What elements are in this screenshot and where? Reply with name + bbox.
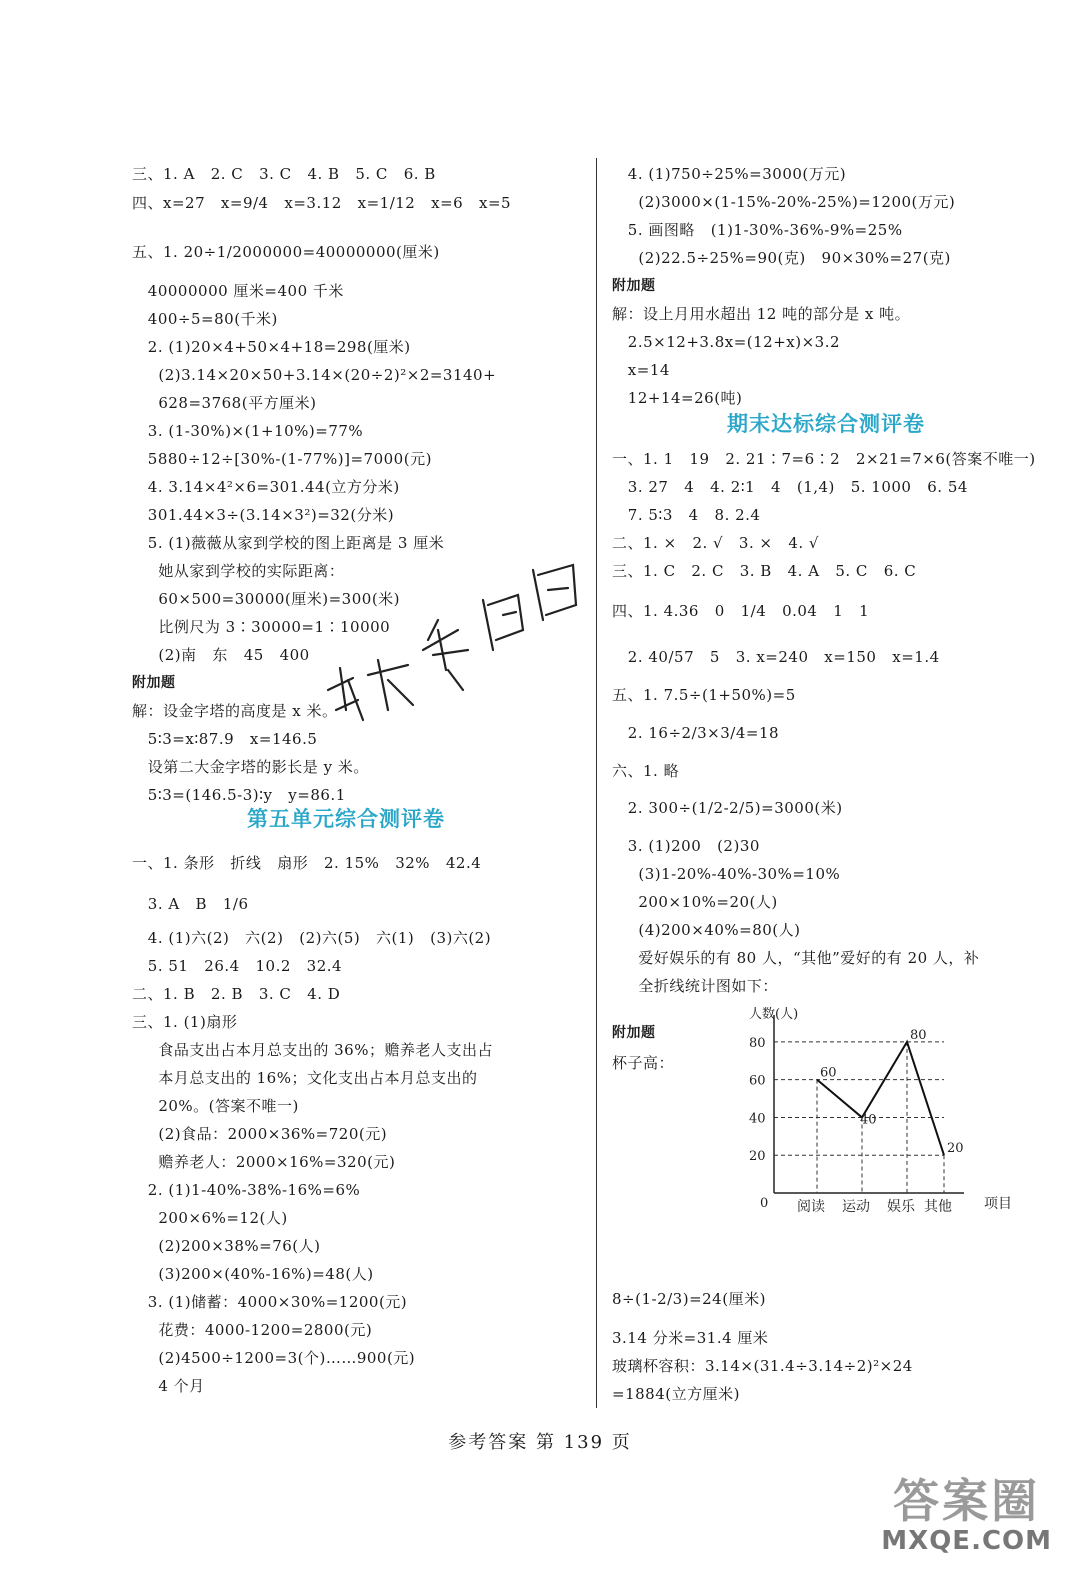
y-tick-label: 80 [749, 1035, 766, 1051]
x-tick-label: 阅读 [797, 1199, 825, 1215]
bonus-heading: 附加题 [612, 278, 656, 294]
answer-line: 二、1. B 2. B 3. C 4. D [132, 985, 341, 1003]
answer-line: 4. (1)六(2) 六(2) (2)六(5) 六(1) (3)六(2) [132, 929, 492, 947]
answer-line: 5∶3=x∶87.9 x=146.5 [132, 730, 318, 748]
answer-line: 5. (1)薇薇从家到学校的图上距离是 3 厘米 [132, 534, 445, 552]
site-watermark [881, 1476, 1052, 1556]
signature-svg [318, 560, 588, 730]
answer-line: 五、1. 7.5÷(1+50%)=5 [612, 686, 796, 704]
answer-line: 2. 300÷(1/2-2/5)=3000(米) [612, 799, 843, 817]
answer-line: 她从家到学校的实际距离： [132, 562, 345, 580]
x-tick-label: 其他 [924, 1199, 952, 1215]
answer-line: 赡养老人：2000×16%=320(元) [132, 1153, 396, 1171]
answer-line: 玻璃杯容积：3.14×(31.4÷3.14÷2)²×24 [612, 1357, 913, 1375]
line-chart [722, 1003, 1022, 1222]
answer-line: x=14 [612, 361, 670, 379]
data-label: 40 [860, 1112, 877, 1128]
answer-line: 5. 51 26.4 10.2 32.4 [132, 957, 343, 975]
answer-line: 比例尺为 3∶30000=1∶10000 [132, 618, 391, 636]
answer-line: (2)南 东 45 400 [132, 646, 310, 664]
answer-line: 3. (1)储蓄：4000×30%=1200(元) [132, 1293, 408, 1311]
answer-line: 5. 画图略 (1)1-30%-36%-9%=25% [612, 221, 903, 239]
answer-line: 40000000 厘米=400 千米 [132, 282, 344, 300]
answer-line: 爱好娱乐的有 80 人，“其他”爱好的有 20 人，补 [612, 949, 980, 967]
answer-line: 4 个月 [132, 1377, 205, 1395]
answer-line: 5880÷12÷[30%-(1-77%)]=7000(元) [132, 450, 432, 468]
answer-line: (4)200×40%=80(人) [612, 921, 801, 939]
answer-line: 2.5×12+3.8x=(12+x)×3.2 [612, 333, 841, 351]
answer-line: 4. (1)750÷25%=3000(万元) [612, 165, 847, 183]
answer-line: 六、1. 略 [612, 762, 680, 780]
section-title: 第五单元综合测评卷 [247, 807, 445, 831]
y-tick-label: 0 [760, 1196, 769, 1211]
answer-line: =1884(立方厘米) [612, 1385, 740, 1403]
answer-line: 12+14=26(吨) [612, 389, 743, 407]
answer-line: (3)1-20%-40%-30%=10% [612, 865, 841, 883]
answer-line: 全折线统计图如下： [612, 977, 778, 995]
answer-line: 设第二大金字塔的影长是 y 米。 [132, 758, 369, 776]
answer-line: (2)食品：2000×36%=720(元) [132, 1125, 388, 1143]
answer-line: 3. (1)200 (2)30 [612, 837, 760, 855]
data-label: 80 [910, 1027, 927, 1043]
answer-line: (2)3000×(1-15%-20%-25%)=1200(万元) [612, 193, 956, 211]
answer-line: 301.44×3÷(3.14×3²)=32(分米) [132, 506, 395, 524]
answer-line: 一、1. 1 19 2. 21∶7=6∶2 2×21=7×6(答案不唯一) [612, 450, 1036, 468]
answer-line: 花费：4000-1200=2800(元) [132, 1321, 373, 1339]
handwritten-signature [318, 560, 588, 734]
y-tick-label: 60 [749, 1073, 766, 1089]
x-tick-label: 娱乐 [887, 1199, 915, 1215]
answer-line: 二、1. × 2. √ 3. × 4. √ [612, 534, 819, 552]
answer-line: 8÷(1-2/3)=24(厘米) [612, 1290, 766, 1308]
answer-line: 2. (1)1-40%-38%-16%=6% [132, 1181, 361, 1199]
watermark-logo: 答案圈 [893, 1474, 1041, 1528]
line-chart-svg [722, 1003, 1022, 1218]
data-label: 60 [820, 1065, 837, 1081]
answer-line: 本月总支出的 16%；文化支出占本月总支出的 [132, 1069, 478, 1087]
answer-line: 三、1. (1)扇形 [132, 1013, 238, 1031]
bonus-heading: 附加题 [612, 1025, 656, 1041]
answer-line: 20%。(答案不唯一) [132, 1097, 299, 1115]
answer-line: 三、1. A 2. C 3. C 4. B 5. C 6. B [132, 165, 436, 183]
answer-line: (2)3.14×20×50+3.14×(20÷2)²×2=3140+ [132, 366, 497, 384]
section-title: 期末达标综合测评卷 [727, 412, 925, 436]
x-tick-label: 运动 [842, 1199, 870, 1215]
answer-line: 60×500=30000(厘米)=300(米) [132, 590, 401, 608]
watermark-url: MXQE.COM [881, 1526, 1052, 1556]
answer-line: 200×10%=20(人) [612, 893, 778, 911]
answer-line: 2. 40/57 5 3. x=240 x=150 x=1.4 [612, 648, 940, 666]
answer-line: 4. 3.14×4²×6=301.44(立方分米) [132, 478, 400, 496]
answer-line: (2)4500÷1200=3(个)……900(元) [132, 1349, 416, 1367]
answer-line: 五、1. 20÷1/2000000=40000000(厘米) [132, 243, 440, 261]
answer-line: (3)200×(40%-16%)=48(人) [132, 1265, 374, 1283]
answer-line: 四、x=27 x=9/4 x=3.12 x=1/12 x=6 x=5 [132, 194, 512, 212]
y-tick-label: 40 [749, 1111, 766, 1127]
answer-line: 解：设金字塔的高度是 x 米。 [132, 702, 338, 720]
y-tick-label: 20 [749, 1149, 766, 1165]
data-label: 20 [947, 1141, 964, 1157]
answer-line: (2)22.5÷25%=90(克) 90×30%=27(克) [612, 249, 951, 267]
answer-line: 400÷5=80(千米) [132, 310, 278, 328]
answer-line: 3. 27 4 4. 2∶1 4 (1,4) 5. 1000 6. 54 [612, 478, 968, 496]
answer-line: 2. 16÷2/3×3/4=18 [612, 724, 780, 742]
bonus-heading: 附加题 [132, 675, 176, 691]
answer-line: 7. 5∶3 4 8. 2.4 [612, 506, 761, 524]
answer-line: 2. (1)20×4+50×4+18=298(厘米) [132, 338, 411, 356]
answer-line: 食品支出占本月总支出的 36%；赡养老人支出占 [132, 1041, 493, 1059]
answer-line: 3.14 分米=31.4 厘米 [612, 1329, 769, 1347]
page-footer: 参考答案 第 139 页 [448, 1432, 632, 1453]
answer-line: 5∶3=(146.5-3)∶y y=86.1 [132, 786, 346, 804]
answer-line: 一、1. 条形 折线 扇形 2. 15% 32% 42.4 [132, 854, 482, 872]
answer-line: 四、1. 4.36 0 1/4 0.04 1 1 [612, 602, 870, 620]
y-axis-label: 人数(人) [749, 1007, 799, 1022]
series-line [817, 1042, 944, 1155]
answer-line: 200×6%=12(人) [132, 1209, 288, 1227]
answer-line: 3. (1-30%)×(1+10%)=77% [132, 422, 364, 440]
x-axis-label: 项目 [984, 1196, 1012, 1212]
answer-line: 3. A B 1/6 [132, 895, 249, 913]
column-divider [596, 158, 597, 1408]
answer-line: (2)200×38%=76(人) [132, 1237, 321, 1255]
answer-line: 杯子高： [612, 1054, 675, 1072]
answer-line: 解：设上月用水超出 12 吨的部分是 x 吨。 [612, 305, 911, 323]
answer-line: 三、1. C 2. C 3. B 4. A 5. C 6. C [612, 562, 917, 580]
answer-line: 628=3768(平方厘米) [132, 394, 317, 412]
